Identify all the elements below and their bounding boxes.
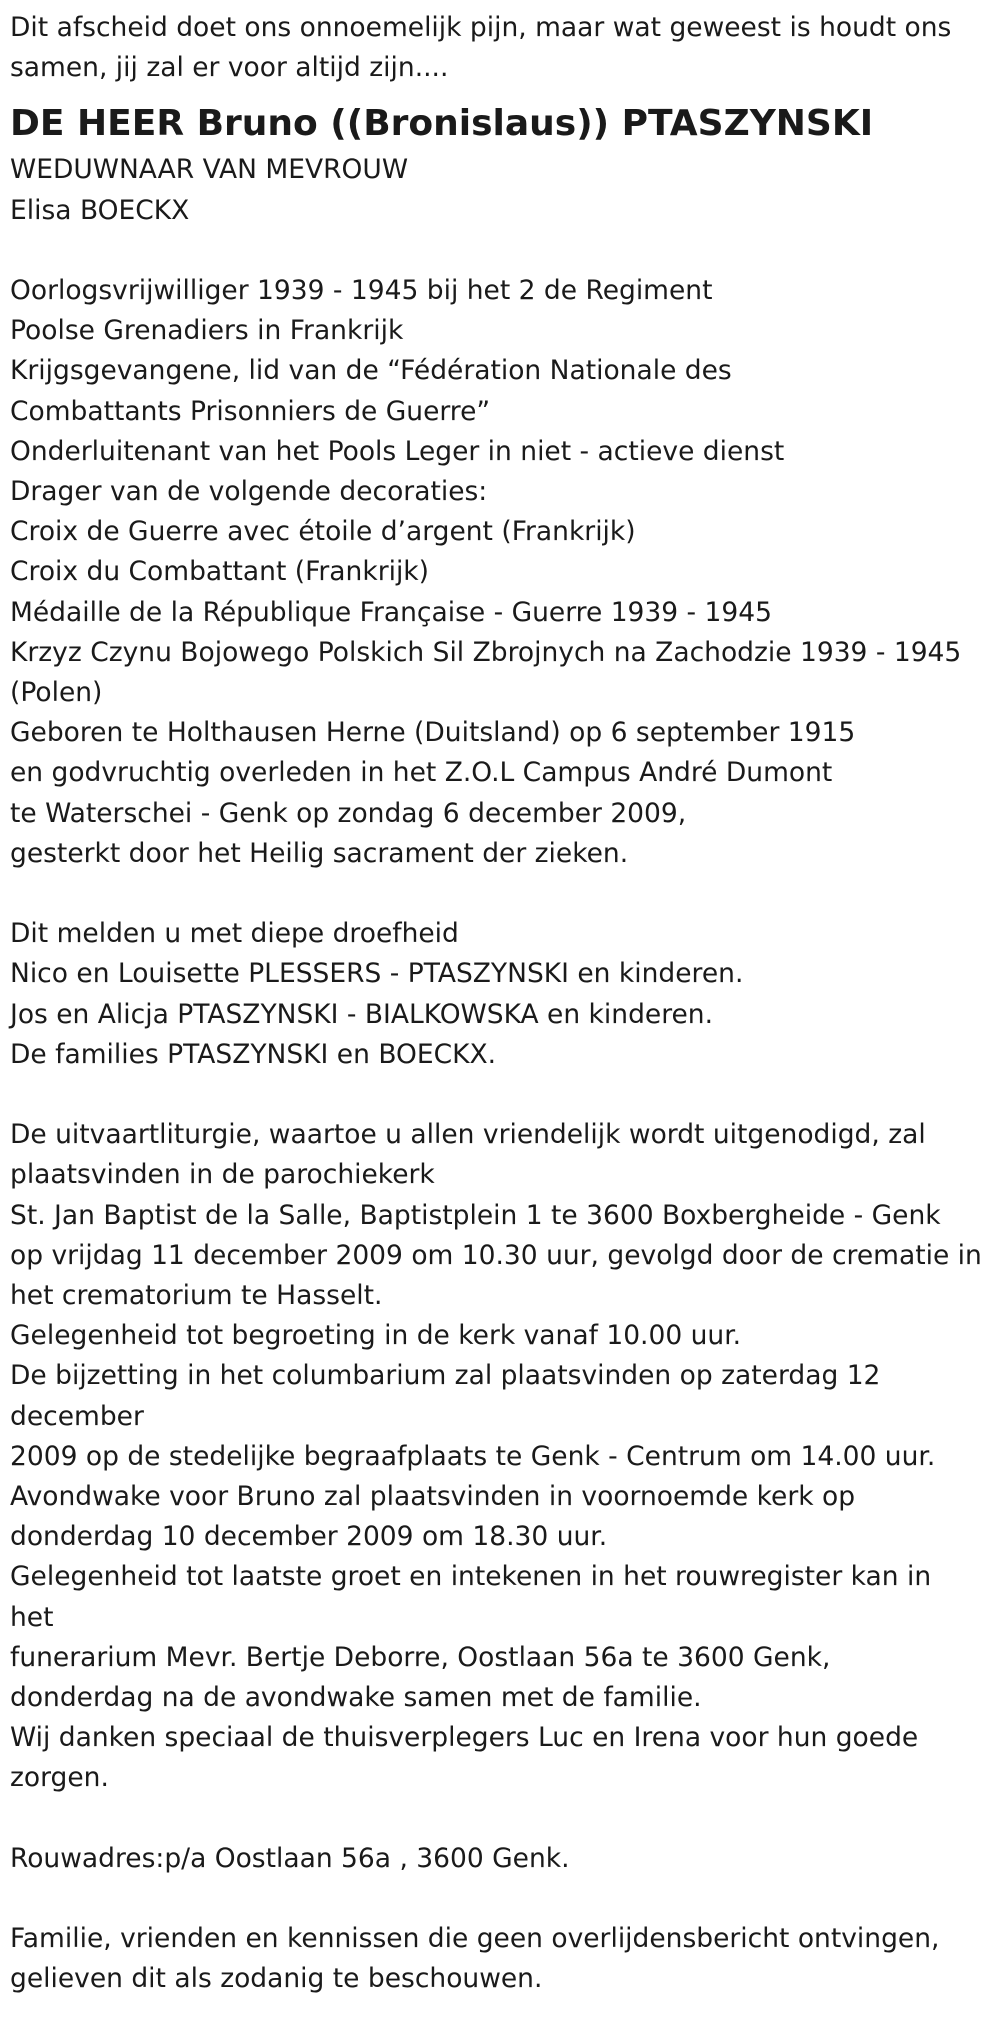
- spouse-line: Elisa BOECKX: [10, 194, 190, 226]
- bio-line: Onderluitenant van het Pools Leger in niet - actieve dienst: [10, 435, 785, 467]
- funeral-line: Avondwake voor Bruno zal plaatsvinden in voornoemde kerk op: [10, 1481, 856, 1513]
- funeral-line: het crematorium te Hasselt.: [10, 1280, 383, 1312]
- mourning-address: Rouwadres:p/a Oostlaan 56a , 3600 Genk.: [10, 1842, 570, 1874]
- spacer: [10, 1075, 995, 1115]
- closing-line: gelieven dit als zodanig te beschouwen.: [10, 1963, 543, 1995]
- family-line: Dit melden u met diepe droefheid: [10, 918, 459, 950]
- funeral-line: december: [10, 1400, 144, 1432]
- funeral-line: St. Jan Baptist de la Salle, Baptistplein 1 te 3600 Boxbergheide - Genk: [10, 1199, 941, 1231]
- funeral-line: De uitvaartliturgie, waartoe u allen vriendelijk wordt uitgenodigd, zal: [10, 1119, 926, 1151]
- family-line: De families PTASZYNSKI en BOECKX.: [10, 1038, 497, 1070]
- intro-line: samen, jij zal er voor altijd zijn....: [10, 52, 449, 84]
- bio-line: te Waterschei - Genk op zondag 6 december 2009,: [10, 797, 687, 829]
- family-section: [10, 914, 995, 1075]
- bio-line: Drager van de volgende decoraties:: [10, 476, 488, 508]
- bio-line: Poolse Grenadiers in Frankrijk: [10, 315, 404, 347]
- funeral-line: funerarium Mevr. Bertje Deborre, Oostlaan 56a te 3600 Genk,: [10, 1641, 831, 1673]
- bio-line: en godvruchtig overleden in het Z.O.L Campus André Dumont: [10, 757, 833, 789]
- funeral-line: plaatsvinden in de parochiekerk: [10, 1159, 435, 1191]
- family-line: Jos en Alicja PTASZYNSKI - BIALKOWSKA en kinderen.: [10, 998, 714, 1030]
- closing-line: Familie, vrienden en kennissen die geen overlijdensbericht ontvingen,: [10, 1923, 940, 1955]
- spouse-line: WEDUWNAAR VAN MEVROUW: [10, 154, 409, 186]
- address-section: [10, 1839, 995, 1879]
- spacer: [10, 1879, 995, 1919]
- bio-line: Combattants Prisonniers de Guerre”: [10, 395, 491, 427]
- bio-line: Médaille de la République Française - Guerre 1939 - 1945: [10, 596, 772, 628]
- bio-line: Geboren te Holthausen Herne (Duitsland) op 6 september 1915: [10, 717, 856, 749]
- funeral-line: Wij danken speciaal de thuisverplegers Luc en Irena voor hun goede: [10, 1722, 919, 1754]
- funeral-line: zorgen.: [10, 1762, 109, 1794]
- spacer: [10, 231, 995, 271]
- funeral-line: donderdag na de avondwake samen met de familie.: [10, 1682, 702, 1714]
- spacer: [10, 1799, 995, 1839]
- bio-line: Croix de Guerre avec étoile d’argent (Frankrijk): [10, 516, 636, 548]
- spouse-section: [10, 150, 995, 230]
- bio-line: Krzyz Czynu Bojowego Polskich Sil Zbrojnych na Zachodzie 1939 - 1945: [10, 636, 962, 668]
- funeral-line: Gelegenheid tot laatste groet en intekenen in het rouwregister kan in: [10, 1561, 932, 1593]
- funeral-line: De bijzetting in het columbarium zal plaatsvinden op zaterdag 12: [10, 1360, 881, 1392]
- bio-line: Croix du Combattant (Frankrijk): [10, 556, 429, 588]
- family-line: Nico en Louisette PLESSERS - PTASZYNSKI en kinderen.: [10, 958, 744, 990]
- deceased-name: DE HEER Bruno ((Bronislaus)) PTASZYNSKI: [10, 103, 874, 145]
- funeral-line: Gelegenheid tot begroeting in de kerk vanaf 10.00 uur.: [10, 1320, 742, 1352]
- funeral-line: 2009 op de stedelijke begraafplaats te Genk - Centrum om 14.00 uur.: [10, 1440, 936, 1472]
- bio-line: gesterkt door het Heilig sacrament der zieken.: [10, 837, 629, 869]
- biography-section: [10, 271, 995, 874]
- intro-line: Dit afscheid doet ons onnoemelijk pijn, maar wat geweest is houdt ons: [10, 12, 952, 43]
- funeral-section: [10, 1115, 995, 1798]
- closing-section: [10, 1919, 995, 1999]
- funeral-line: op vrijdag 11 december 2009 om 10.30 uur, gevolgd door de crematie in: [10, 1239, 982, 1271]
- bio-line: (Polen): [10, 677, 103, 709]
- bio-line: Krijgsgevangene, lid van de “Fédération Nationale des: [10, 355, 732, 387]
- spacer: [10, 874, 995, 914]
- bio-line: Oorlogsvrijwilliger 1939 - 1945 bij het 2 de Regiment: [10, 275, 713, 306]
- funeral-line: donderdag 10 december 2009 om 18.30 uur.: [10, 1521, 608, 1553]
- intro-section: [10, 8, 995, 88]
- funeral-line: het: [10, 1601, 54, 1633]
- obituary-notice: [10, 8, 995, 2000]
